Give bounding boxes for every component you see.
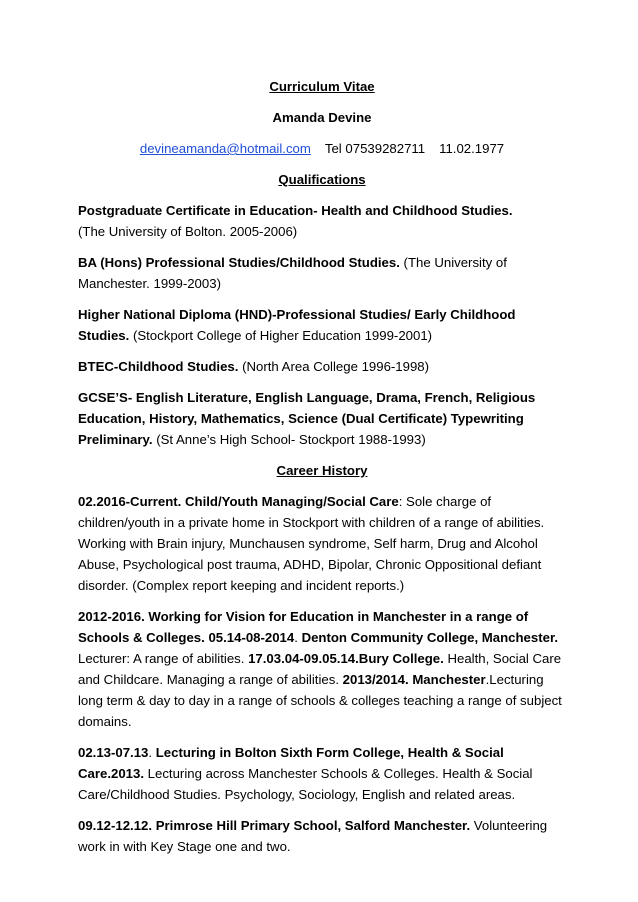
- contact-line: [78, 138, 566, 159]
- career-entry-2: [78, 606, 566, 732]
- ba-title: BA (Hons) Professional Studies/Childhood Studies.: [78, 255, 400, 270]
- career-entry-1: [78, 491, 566, 596]
- career-2-title: 2012-2016. Working for Vision for Education in Manchester in a range of Schools & Colleges. 05.14-08-2014: [78, 609, 529, 645]
- btec-title: BTEC-Childhood Studies.: [78, 359, 239, 374]
- qualification-btec: [78, 356, 566, 377]
- career-history-heading: Career History: [276, 463, 368, 478]
- career-3-text: Lecturing across Manchester Schools & Colleges. Health & Social Care/Childhood Studies. Psychology, Sociology, English and related areas.: [78, 766, 533, 802]
- career-2-lecturer: Lecturer: A range of abilities.: [78, 651, 249, 666]
- document-title: Curriculum Vitae: [269, 79, 375, 94]
- career-4-title: 09.12-12.12. Primrose Hill Primary School, Salford Manchester.: [78, 818, 471, 833]
- date-of-birth: 11.02.1977: [439, 141, 505, 156]
- career-3-title: Lecturing in Bolton Sixth Form College, Health & Social Care.2013.: [78, 745, 504, 781]
- qualification-ba: [78, 252, 566, 294]
- ba-detail: (The University of Manchester. 1999-2003): [78, 255, 507, 291]
- gcse-detail: (St Anne’s High School- Stockport 1988-1993): [152, 432, 426, 447]
- career-entry-3: [78, 742, 566, 805]
- candidate-name: Amanda Devine: [272, 110, 372, 125]
- hnd-title: Higher National Diploma (HND)-Professional Studies/ Early Childhood Studies.: [78, 307, 516, 343]
- hnd-detail: (Stockport College of Higher Education 1999-2001): [129, 328, 433, 343]
- qualification-pgce: [78, 200, 566, 242]
- career-2-separator: .: [294, 630, 302, 645]
- career-2-college: Denton Community College, Manchester.: [301, 630, 559, 645]
- btec-detail: (North Area College 1996-1998): [238, 359, 430, 374]
- career-4-text: Volunteering work in with Key Stage one and two.: [78, 818, 548, 854]
- career-2-bury-text: Health, Social Care and Childcare. Managing a range of abilities.: [78, 651, 562, 687]
- career-3-date: 02.13-07.13: [78, 745, 149, 760]
- career-3-separator: .: [148, 745, 156, 760]
- career-2-bury: 17.03.04-09.05.14.Bury College.: [248, 651, 444, 666]
- qualifications-heading: Qualifications: [278, 172, 366, 187]
- pgce-title: Postgraduate Certificate in Education- Health and Childhood Studies.: [78, 203, 513, 218]
- qualification-hnd: [78, 304, 566, 346]
- qualification-gcse: [78, 387, 566, 450]
- pgce-detail: (The University of Bolton. 2005-2006): [78, 224, 298, 239]
- telephone: Tel 07539282711: [324, 141, 426, 156]
- career-1-title: 02.2016-Current. Child/Youth Managing/Social Care: [78, 494, 399, 509]
- career-1-text: : Sole charge of children/youth in a private home in Stockport with children of a range of abilities. Working with Brain injury, Munchausen syndrome, Self harm, Drug and Alcohol Abuse, Psychological post trauma, ADHD, Bipolar, Chronic Oppositional defiant disorder. (Complex report keeping and incident reports.): [78, 494, 545, 593]
- career-2-manchester: 2013/2014. Manchester: [342, 672, 486, 687]
- gcse-title: GCSE’S- English Literature, English Language, Drama, French, Religious Education, History, Mathematics, Science (Dual Certificate) Typewriting Preliminary.: [78, 390, 536, 447]
- career-2-manchester-text: .Lecturing long term & day to day in a range of schools & colleges teaching a range of subject domains.: [78, 672, 562, 729]
- cv-content: [78, 76, 566, 867]
- email-link[interactable]: devineamanda@hotmail.com: [139, 141, 311, 156]
- career-entry-4: [78, 815, 566, 857]
